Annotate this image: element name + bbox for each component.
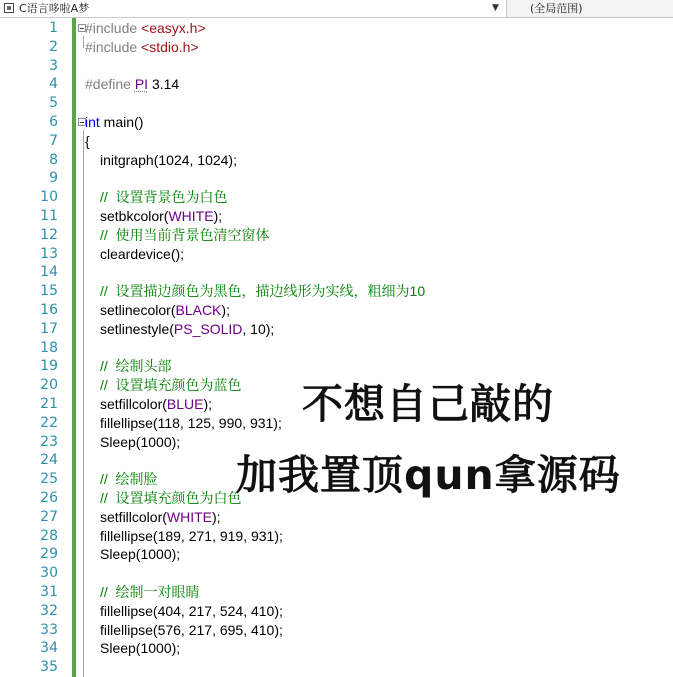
code-text	[100, 433, 180, 452]
code-token: 3.14	[148, 76, 180, 93]
line-number: 6	[49, 114, 58, 130]
code-text	[100, 395, 212, 414]
code-line[interactable]	[0, 602, 673, 621]
line-number: 23	[40, 433, 58, 450]
code-token: , 10);	[242, 320, 275, 337]
code-line[interactable]	[0, 527, 673, 546]
project-scope-dropdown[interactable]	[0, 0, 507, 17]
code-line[interactable]	[0, 263, 673, 282]
code-text	[100, 282, 425, 301]
code-line[interactable]	[0, 57, 673, 76]
code-line[interactable]	[0, 245, 673, 264]
code-text	[100, 583, 200, 602]
code-token: cleardevice();	[100, 245, 185, 262]
project-icon	[4, 3, 14, 13]
line-number: 30	[40, 565, 58, 582]
code-text	[100, 207, 222, 226]
code-token: int	[85, 114, 100, 130]
code-token: #include	[85, 38, 142, 55]
code-text	[100, 245, 184, 264]
code-line[interactable]	[0, 301, 673, 320]
member-scope-label: (全局范围)	[530, 2, 583, 15]
code-token: setlinecolor(	[100, 302, 176, 318]
code-line[interactable]	[0, 545, 673, 564]
code-token: WHITE	[168, 208, 214, 224]
line-number: 12	[40, 226, 58, 243]
overlay-text-line1: 不想自己敲的	[302, 380, 554, 428]
code-token: // 绘制头部	[100, 358, 172, 375]
code-text	[100, 320, 274, 339]
code-token: // 设置描边颜色为黑色，描边线形为实线，粗细为10	[100, 283, 426, 300]
line-number: 16	[40, 302, 58, 318]
code-line[interactable]	[0, 282, 673, 301]
member-scope-dropdown[interactable]	[508, 0, 673, 17]
code-token: fillellipse(189, 271, 919, 931);	[100, 527, 283, 544]
line-number: 25	[40, 471, 58, 488]
line-number: 7	[49, 132, 58, 149]
code-text	[100, 357, 172, 376]
code-token: setbkcolor(	[100, 208, 169, 224]
line-number: 28	[40, 527, 58, 544]
line-number: 31	[40, 584, 58, 600]
code-token: #define	[85, 76, 135, 93]
code-text	[100, 151, 237, 170]
code-line[interactable]	[0, 75, 673, 94]
code-token: #include	[85, 20, 142, 36]
code-token: <easyx.h>	[141, 20, 206, 36]
code-line[interactable]	[0, 169, 673, 188]
code-token: setfillcolor(	[100, 396, 167, 412]
code-text	[100, 545, 180, 564]
code-token: {	[85, 132, 90, 149]
code-token: setfillcolor(	[100, 508, 167, 525]
code-text	[100, 414, 282, 433]
chevron-down-icon[interactable]: ▼	[492, 3, 499, 13]
code-editor[interactable]	[0, 18, 673, 677]
code-text	[100, 639, 180, 658]
code-token: );	[203, 396, 213, 412]
code-token: );	[212, 508, 221, 525]
line-number: 17	[40, 320, 58, 337]
line-number: 24	[40, 452, 58, 469]
code-line[interactable]	[0, 564, 673, 583]
code-line[interactable]	[0, 639, 673, 658]
line-number: 34	[40, 640, 58, 657]
code-line[interactable]	[0, 188, 673, 207]
line-number: 2	[49, 38, 58, 55]
code-token: // 使用当前背景色清空窗体	[100, 226, 270, 243]
navigation-bar	[0, 0, 673, 18]
code-token: WHITE	[166, 508, 213, 525]
code-text	[100, 602, 283, 621]
code-token: );	[221, 302, 230, 318]
line-number: 1	[49, 20, 58, 36]
line-number: 13	[40, 245, 58, 262]
line-number: 18	[40, 339, 58, 356]
code-text	[100, 508, 221, 527]
code-text	[85, 75, 179, 94]
code-line[interactable]	[0, 621, 673, 640]
code-token: );	[213, 208, 223, 224]
code-text	[85, 38, 199, 57]
project-scope-label: C语言哆啦A梦	[19, 2, 90, 15]
line-number: 4	[49, 76, 58, 93]
code-text	[100, 188, 228, 207]
code-token: // 设置填充颜色为蓝色	[100, 377, 242, 394]
code-line[interactable]	[0, 207, 673, 226]
code-text	[100, 527, 283, 546]
line-number: 32	[40, 602, 58, 619]
code-line[interactable]	[0, 583, 673, 602]
code-text	[100, 226, 270, 245]
code-token: Sleep(1000);	[100, 546, 181, 563]
line-number: 8	[49, 151, 58, 168]
code-text	[85, 19, 206, 38]
line-number: 19	[40, 358, 58, 375]
code-line[interactable]	[0, 320, 673, 339]
line-number: 27	[40, 508, 58, 525]
code-token: fillellipse(118, 125, 990, 931);	[100, 414, 282, 431]
code-token: // 绘制脸	[100, 471, 158, 488]
code-text	[100, 376, 242, 395]
line-number: 22	[40, 414, 58, 431]
code-text	[100, 301, 230, 320]
line-number: 35	[40, 659, 58, 676]
code-line[interactable]	[0, 658, 673, 677]
code-line[interactable]	[0, 19, 673, 38]
code-token: Sleep(1000);	[100, 433, 181, 450]
overlay-text-line2: 加我置顶qun拿源码	[236, 451, 621, 499]
code-line[interactable]	[0, 151, 673, 170]
code-token: fillellipse(576, 217, 695, 410);	[100, 621, 283, 638]
line-number: 5	[49, 95, 58, 112]
code-line[interactable]	[0, 132, 673, 151]
code-token: // 绘制一对眼睛	[100, 584, 200, 600]
line-number: 3	[49, 57, 58, 74]
code-line[interactable]	[0, 226, 673, 245]
code-line[interactable]	[0, 508, 673, 527]
code-line[interactable]	[0, 113, 673, 132]
code-token: // 设置填充颜色为白色	[100, 490, 242, 506]
code-token: Sleep(1000);	[100, 640, 181, 657]
line-number: 26	[40, 490, 58, 506]
line-number: 11	[40, 208, 58, 224]
line-number: 9	[49, 170, 58, 187]
code-token: initgraph(1024, 1024);	[100, 151, 237, 168]
code-token: <stdio.h>	[141, 38, 199, 55]
line-number: 33	[40, 621, 58, 638]
line-number: 20	[40, 377, 58, 394]
line-number: 21	[40, 396, 58, 412]
line-number: 10	[40, 189, 58, 206]
code-token: main()	[99, 114, 144, 130]
code-token: BLACK	[175, 302, 222, 318]
code-token: PS_SOLID	[173, 320, 243, 337]
code-token: setlinestyle(	[100, 320, 174, 337]
code-text	[100, 621, 283, 640]
line-number: 14	[40, 264, 58, 281]
line-number: 29	[40, 546, 58, 563]
code-token: // 设置背景色为白色	[100, 189, 228, 206]
code-token: BLUE	[166, 396, 204, 412]
code-token: PI	[134, 76, 149, 93]
code-text	[85, 113, 143, 132]
code-token: fillellipse(404, 217, 524, 410);	[100, 602, 283, 619]
code-text	[100, 470, 158, 489]
code-line[interactable]	[0, 94, 673, 113]
code-text	[100, 489, 242, 508]
code-line[interactable]	[0, 38, 673, 57]
code-line[interactable]	[0, 339, 673, 358]
code-text	[85, 132, 90, 151]
line-number: 15	[40, 283, 58, 300]
